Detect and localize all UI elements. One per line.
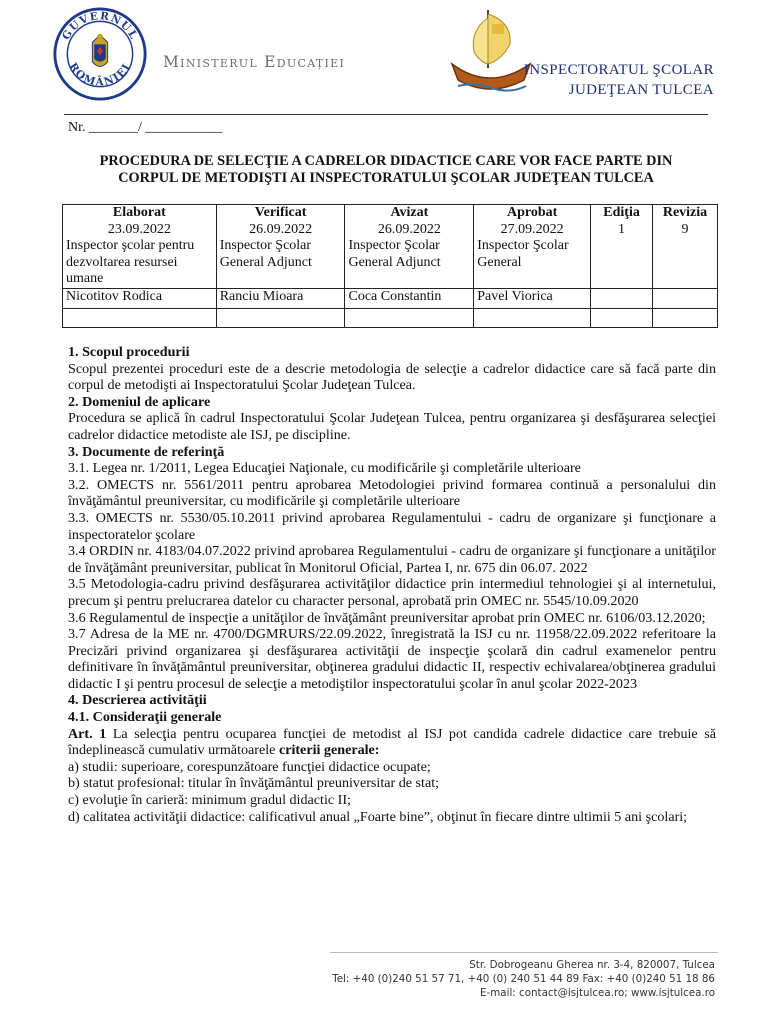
date-avizat: 26.09.2022 (345, 222, 474, 239)
section-4-heading: 4. Descrierea activităţii (68, 692, 207, 709)
approval-table (62, 204, 718, 328)
criterion-b: b) statut profesional: titular în învăţământul preuniversitar de stat; (68, 775, 440, 792)
section-3-heading: 3. Documente de referinţă (68, 443, 225, 460)
criterion-a: a) studii: superioare, corespunzătoare funcţiei didactice ocupate; (68, 758, 431, 775)
role-aprobat: Inspector Şcolar General (474, 238, 591, 288)
footer-address: Str. Dobrogeanu Gherea nr. 3-4, 820007, Tulcea (469, 959, 715, 971)
section-2-text: Procedura se aplică în cadrul Inspectoratului Şcolar Judeţean Tulcea, pentru organizarea şi desfăşurarea selecţiei cadrelor didactice metodiste ale ISJ, pe discipline. (68, 410, 716, 443)
role-editia (591, 238, 653, 288)
article-1-label: Art. 1 (68, 725, 107, 742)
name-elaborat: Nicotitov Rodica (63, 288, 217, 308)
header-verificat: Verificat (216, 205, 345, 222)
approval-names-row (63, 288, 718, 308)
approval-empty-row (63, 308, 718, 327)
section-2-heading: 2. Domeniul de aplicare (68, 393, 211, 410)
header-aprobat: Aprobat (474, 205, 591, 222)
name-revizia (653, 288, 718, 308)
header-divider (64, 114, 708, 115)
criterion-d: d) calitatea activităţii didactice: calificativul anual „Foarte bine”, obţinut în fiecare dintre ultimii 5 ani şcolari; (68, 808, 688, 825)
footer-phones: Tel: +40 (0)240 51 57 71, +40 (0) 240 51 44 89 Fax: +40 (0)240 51 18 86 (332, 973, 715, 985)
section-4-1-heading: 4.1. Consideraţii generale (68, 709, 222, 726)
reference-3-5: 3.5 Metodologia-cadru privind desfăşurarea activităţilor didactice prin intermediul tehnologiei şi al internetului, precum şi pentru prelucrarea datelor cu character personal, aprobată prin OMEC nr. 5545/10.09.2020 (68, 576, 716, 609)
isj-name-line2: JUDEŢEAN TULCEA (568, 82, 714, 98)
role-revizia (653, 238, 718, 288)
approval-dates-row (63, 222, 718, 239)
footer-divider (330, 952, 718, 953)
registration-number: Nr. _______/ ___________ (68, 120, 223, 135)
svg-text:GUVERNUL: GUVERNUL (60, 10, 140, 43)
reference-3-2: 3.2. OMECTS nr. 5561/2011 pentru aprobarea Metodologiei privind formarea continuă a personalului din învăţământul preuniversitar, cu modificările şi completările ulterioare (68, 476, 716, 510)
letterhead (0, 0, 770, 110)
footer-contact (332, 958, 715, 1000)
isj-name-line1: INSPECTORATUL ŞCOLAR (523, 62, 714, 78)
header-avizat: Avizat (345, 205, 474, 222)
header-revizia: Revizia (653, 205, 718, 222)
article-1-text: La selecţia pentru ocuparea funcţiei de metodist al ISJ pot candida cadrele didactice care trebuie să îndeplinească cumulativ următoarele (68, 725, 716, 759)
role-elaborat: Inspector şcolar pentru dezvoltarea resursei umane (63, 238, 217, 288)
revision-value: 9 (653, 222, 718, 239)
edition-value: 1 (591, 222, 653, 239)
name-editia (591, 288, 653, 308)
name-avizat: Coca Constantin (345, 288, 474, 308)
criterion-c: c) evoluţie în carieră: minimum gradul didactic II; (68, 792, 351, 809)
name-verificat: Ranciu Mioara (216, 288, 345, 308)
article-1 (68, 726, 716, 759)
isj-name (524, 60, 714, 100)
section-1-heading: 1. Scopul procedurii (68, 344, 190, 360)
svg-text:ROMÂNIEI: ROMÂNIEI (66, 60, 134, 89)
name-aprobat: Pavel Viorica (474, 288, 591, 308)
header-elaborat: Elaborat (63, 205, 217, 222)
reference-3-3: 3.3. OMECTS nr. 5530/05.10.2011 privind aprobarea Regulamentului - cadru de organizare şi funcţionare a inspectoratelor şcolare (68, 509, 716, 543)
date-aprobat: 27.09.2022 (474, 222, 591, 239)
footer-email[interactable]: E-mail: contact@isjtulcea.ro; www.isjtulcea.ro (480, 987, 715, 999)
reference-3-4: 3.4 ORDIN nr. 4183/04.07.2022 privind aprobarea Regulamentului - cadru de organizare şi funcţionare a unităţilor de învăţământ preuniversitar, publicat în Monitorul Oficial, Partea I, nr. 675 din 06.07. 2022 (68, 543, 716, 576)
approval-header-row (63, 205, 718, 222)
reference-3-7: 3.7 Adresa de la ME nr. 4700/DGMRURS/22.09.2022, înregistrată la ISJ cu nr. 11958/22.09.2022 referitoare la Precizări privind organizarea şi desfăşurarea activităţii de inspecţie şcolară din cadrul examenelor pentru definitivare în învăţământul preuniversitar, obţinerea gradului didactic II, respectiv echivalarea/obţinerea gradului didactic I şi pentru procesul de selecţie a metodiştilor inspectoratului şcolar în anul şcolar 2022-2023 (68, 626, 716, 692)
date-verificat: 26.09.2022 (216, 222, 345, 239)
date-elaborat: 23.09.2022 (63, 222, 217, 239)
ministry-name: Ministerul Educației (163, 53, 346, 71)
role-avizat: Inspector Şcolar General Adjunct (345, 238, 474, 288)
title-line1: PROCEDURA DE SELECŢIE A CADRELOR DIDACTICE CARE VOR FACE PARTE DIN (99, 153, 673, 169)
document-title (66, 153, 706, 187)
title-line2: CORPUL DE METODIŞTI AI INSPECTORATULUI ŞCOLAR JUDEŢEAN TULCEA (118, 170, 654, 186)
procedure-body (68, 344, 716, 825)
article-1-criteria: criterii generale: (278, 742, 380, 759)
approval-roles-row (63, 238, 718, 288)
section-1-text: Scopul prezentei proceduri este de a descrie metodologia de selecţie a cadrelor didactice care să facă parte din corpul de metodişti ai Inspectoratului Şcolar Judeţean Tulcea. (68, 360, 716, 394)
reference-3-6: 3.6 Regulamentul de inspecţie a unităţilor de învăţământ preuniversitar aprobat prin OMEC nr. 6106/03.12.2020; (68, 609, 706, 626)
government-seal-logo (52, 6, 148, 102)
reference-3-1: 3.1. Legea nr. 1/2011, Legea Educaţiei Naţionale, cu modificările şi completările ulterioare (68, 460, 581, 477)
role-verificat: Inspector Şcolar General Adjunct (216, 238, 345, 288)
header-editia: Ediţia (591, 205, 653, 222)
